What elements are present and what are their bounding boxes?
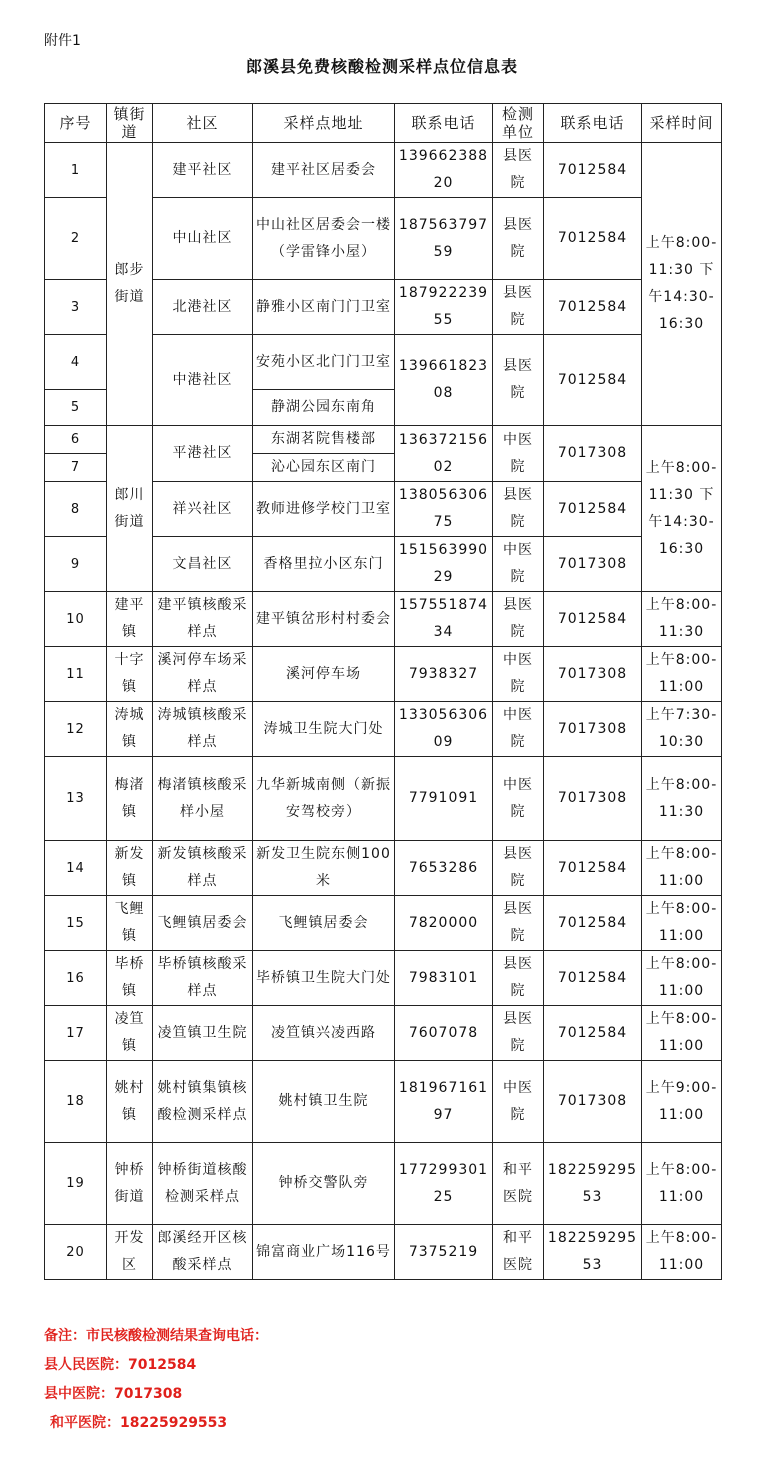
phone2-cell: 7012584 bbox=[544, 198, 642, 280]
seq-cell: 1 bbox=[45, 143, 107, 198]
table-row bbox=[45, 896, 722, 951]
phone-cell: 7375219 bbox=[395, 1225, 493, 1280]
time-cell: 上午8:00-11:00 bbox=[642, 1225, 722, 1280]
table-row bbox=[45, 1143, 722, 1225]
phone-cell: 17729930125 bbox=[395, 1143, 493, 1225]
phone2-cell: 7012584 bbox=[544, 896, 642, 951]
phone2-cell: 7012584 bbox=[544, 1006, 642, 1061]
address-cell: 凌笪镇兴凌西路 bbox=[253, 1006, 395, 1061]
seq-cell: 6 bbox=[45, 426, 107, 454]
town-cell: 建平镇 bbox=[107, 592, 153, 647]
note-tcm-hospital: 县中医院：7017308 bbox=[44, 1386, 183, 1402]
address-cell: 锦富商业广场116号 bbox=[253, 1225, 395, 1280]
seq-cell: 16 bbox=[45, 951, 107, 1006]
time-cell: 上午8:00-11:30 下午14:30-16:30 bbox=[642, 143, 722, 426]
table-row bbox=[45, 143, 722, 198]
time-cell: 上午8:00-11:00 bbox=[642, 896, 722, 951]
seq-cell: 15 bbox=[45, 896, 107, 951]
time-cell: 上午9:00-11:00 bbox=[642, 1061, 722, 1143]
time-cell: 上午7:30-10:30 bbox=[642, 702, 722, 757]
phone-cell: 18792223955 bbox=[395, 280, 493, 335]
header-unit: 检测单位 bbox=[493, 104, 544, 143]
address-cell: 静雅小区南门门卫室 bbox=[253, 280, 395, 335]
phone-cell: 13966182308 bbox=[395, 335, 493, 426]
unit-cell: 县医院 bbox=[493, 841, 544, 896]
phone2-cell: 7017308 bbox=[544, 537, 642, 592]
time-cell: 上午8:00-11:30 bbox=[642, 592, 722, 647]
table-row bbox=[45, 592, 722, 647]
unit-cell: 中医院 bbox=[493, 647, 544, 702]
unit-cell: 中医院 bbox=[493, 757, 544, 841]
phone2-cell: 7017308 bbox=[544, 757, 642, 841]
time-cell: 上午8:00-11:00 bbox=[642, 1006, 722, 1061]
phone2-cell: 7012584 bbox=[544, 482, 642, 537]
address-cell: 毕桥镇卫生院大门处 bbox=[253, 951, 395, 1006]
seq-cell: 13 bbox=[45, 757, 107, 841]
table-row bbox=[45, 1061, 722, 1143]
community-cell: 姚村镇集镇核酸检测采样点 bbox=[153, 1061, 253, 1143]
phone2-cell: 18225929553 bbox=[544, 1143, 642, 1225]
header-address: 采样点地址 bbox=[253, 104, 395, 143]
table-row bbox=[45, 1006, 722, 1061]
phone-cell: 7653286 bbox=[395, 841, 493, 896]
unit-cell: 县医院 bbox=[493, 280, 544, 335]
header-phone2: 联系电话 bbox=[544, 104, 642, 143]
phone-cell: 13966238820 bbox=[395, 143, 493, 198]
phone2-cell: 7017308 bbox=[544, 426, 642, 482]
phone-cell: 18196716197 bbox=[395, 1061, 493, 1143]
town-cell: 十字镇 bbox=[107, 647, 153, 702]
table-header-row bbox=[45, 104, 722, 143]
seq-cell: 2 bbox=[45, 198, 107, 280]
seq-cell: 9 bbox=[45, 537, 107, 592]
seq-cell: 7 bbox=[45, 454, 107, 482]
phone-cell: 7820000 bbox=[395, 896, 493, 951]
phone-cell: 7938327 bbox=[395, 647, 493, 702]
table-row bbox=[45, 757, 722, 841]
unit-cell: 县医院 bbox=[493, 335, 544, 426]
community-cell: 建平社区 bbox=[153, 143, 253, 198]
community-cell: 文昌社区 bbox=[153, 537, 253, 592]
time-cell: 上午8:00-11:00 bbox=[642, 647, 722, 702]
time-cell: 上午8:00-11:00 bbox=[642, 841, 722, 896]
address-cell: 钟桥交警队旁 bbox=[253, 1143, 395, 1225]
header-time: 采样时间 bbox=[642, 104, 722, 143]
phone2-cell: 7012584 bbox=[544, 143, 642, 198]
unit-cell: 中医院 bbox=[493, 537, 544, 592]
phone-cell: 18756379759 bbox=[395, 198, 493, 280]
phone-cell: 13637215602 bbox=[395, 426, 493, 482]
table-row bbox=[45, 1225, 722, 1280]
seq-cell: 12 bbox=[45, 702, 107, 757]
sampling-sites-table bbox=[44, 103, 722, 1280]
header-phone: 联系电话 bbox=[395, 104, 493, 143]
town-cell: 涛城镇 bbox=[107, 702, 153, 757]
phone2-cell: 7012584 bbox=[544, 951, 642, 1006]
address-cell: 飞鲤镇居委会 bbox=[253, 896, 395, 951]
address-cell: 涛城卫生院大门处 bbox=[253, 702, 395, 757]
seq-cell: 11 bbox=[45, 647, 107, 702]
address-cell: 建平社区居委会 bbox=[253, 143, 395, 198]
notes-block bbox=[44, 1322, 268, 1438]
seq-cell: 17 bbox=[45, 1006, 107, 1061]
unit-cell: 县医院 bbox=[493, 143, 544, 198]
community-cell: 梅渚镇核酸采样小屋 bbox=[153, 757, 253, 841]
phone2-cell: 7012584 bbox=[544, 592, 642, 647]
address-cell: 九华新城南侧（新振安驾校旁） bbox=[253, 757, 395, 841]
address-cell: 东湖茗院售楼部 bbox=[253, 426, 395, 454]
community-cell: 飞鲤镇居委会 bbox=[153, 896, 253, 951]
annex-label: 附件1 bbox=[44, 33, 81, 49]
unit-cell: 县医院 bbox=[493, 1006, 544, 1061]
address-cell: 中山社区居委会一楼（学雷锋小屋） bbox=[253, 198, 395, 280]
community-cell: 郎溪经开区核酸采样点 bbox=[153, 1225, 253, 1280]
town-cell: 梅渚镇 bbox=[107, 757, 153, 841]
community-cell: 中山社区 bbox=[153, 198, 253, 280]
unit-cell: 县医院 bbox=[493, 482, 544, 537]
community-cell: 平港社区 bbox=[153, 426, 253, 482]
phone-cell: 7791091 bbox=[395, 757, 493, 841]
unit-cell: 和平医院 bbox=[493, 1143, 544, 1225]
address-cell: 沁心园东区南门 bbox=[253, 454, 395, 482]
community-cell: 建平镇核酸采样点 bbox=[153, 592, 253, 647]
town-cell: 凌笪镇 bbox=[107, 1006, 153, 1061]
page-title: 郎溪县免费核酸检测采样点位信息表 bbox=[245, 57, 518, 76]
unit-cell: 县医院 bbox=[493, 896, 544, 951]
phone-cell: 7607078 bbox=[395, 1006, 493, 1061]
phone-cell: 13805630675 bbox=[395, 482, 493, 537]
time-cell: 上午8:00-11:00 bbox=[642, 1143, 722, 1225]
phone2-cell: 7012584 bbox=[544, 280, 642, 335]
phone-cell: 13305630609 bbox=[395, 702, 493, 757]
seq-cell: 3 bbox=[45, 280, 107, 335]
address-cell: 姚村镇卫生院 bbox=[253, 1061, 395, 1143]
address-cell: 香格里拉小区东门 bbox=[253, 537, 395, 592]
address-cell: 溪河停车场 bbox=[253, 647, 395, 702]
time-cell: 上午8:00-11:30 下午14:30-16:30 bbox=[642, 426, 722, 592]
time-cell: 上午8:00-11:00 bbox=[642, 951, 722, 1006]
town-cell: 飞鲤镇 bbox=[107, 896, 153, 951]
note-heping-hospital: 和平医院：18225929553 bbox=[50, 1415, 228, 1431]
town-cell: 新发镇 bbox=[107, 841, 153, 896]
unit-cell: 县医院 bbox=[493, 951, 544, 1006]
phone2-cell: 7017308 bbox=[544, 647, 642, 702]
phone-cell: 15156399029 bbox=[395, 537, 493, 592]
address-cell: 新发卫生院东侧100米 bbox=[253, 841, 395, 896]
town-cell: 郎川街道 bbox=[107, 426, 153, 592]
note-county-hospital: 县人民医院：7012584 bbox=[44, 1357, 197, 1373]
phone2-cell: 18225929553 bbox=[544, 1225, 642, 1280]
seq-cell: 10 bbox=[45, 592, 107, 647]
community-cell: 涛城镇核酸采样点 bbox=[153, 702, 253, 757]
seq-cell: 19 bbox=[45, 1143, 107, 1225]
phone-cell: 15755187434 bbox=[395, 592, 493, 647]
seq-cell: 14 bbox=[45, 841, 107, 896]
notes-heading: 备注：市民核酸检测结果查询电话： bbox=[44, 1328, 268, 1344]
seq-cell: 5 bbox=[45, 390, 107, 426]
header-community: 社区 bbox=[153, 104, 253, 143]
unit-cell: 中医院 bbox=[493, 1061, 544, 1143]
town-cell: 姚村镇 bbox=[107, 1061, 153, 1143]
town-cell: 钟桥街道 bbox=[107, 1143, 153, 1225]
seq-cell: 20 bbox=[45, 1225, 107, 1280]
phone2-cell: 7012584 bbox=[544, 841, 642, 896]
seq-cell: 4 bbox=[45, 335, 107, 390]
time-cell: 上午8:00-11:30 bbox=[642, 757, 722, 841]
community-cell: 毕桥镇核酸采样点 bbox=[153, 951, 253, 1006]
phone-cell: 7983101 bbox=[395, 951, 493, 1006]
community-cell: 凌笪镇卫生院 bbox=[153, 1006, 253, 1061]
table-row bbox=[45, 647, 722, 702]
address-cell: 静湖公园东南角 bbox=[253, 390, 395, 426]
unit-cell: 中医院 bbox=[493, 702, 544, 757]
seq-cell: 8 bbox=[45, 482, 107, 537]
seq-cell: 18 bbox=[45, 1061, 107, 1143]
community-cell: 北港社区 bbox=[153, 280, 253, 335]
unit-cell: 县医院 bbox=[493, 198, 544, 280]
community-cell: 祥兴社区 bbox=[153, 482, 253, 537]
phone2-cell: 7017308 bbox=[544, 1061, 642, 1143]
town-cell: 郎步街道 bbox=[107, 143, 153, 426]
table-row bbox=[45, 841, 722, 896]
address-cell: 建平镇岔形村村委会 bbox=[253, 592, 395, 647]
table-row bbox=[45, 426, 722, 454]
phone2-cell: 7017308 bbox=[544, 702, 642, 757]
header-seq: 序号 bbox=[45, 104, 107, 143]
town-cell: 毕桥镇 bbox=[107, 951, 153, 1006]
community-cell: 中港社区 bbox=[153, 335, 253, 426]
unit-cell: 中医院 bbox=[493, 426, 544, 482]
table-row bbox=[45, 951, 722, 1006]
unit-cell: 和平医院 bbox=[493, 1225, 544, 1280]
unit-cell: 县医院 bbox=[493, 592, 544, 647]
phone2-cell: 7012584 bbox=[544, 335, 642, 426]
community-cell: 钟桥街道核酸检测采样点 bbox=[153, 1143, 253, 1225]
table-row bbox=[45, 702, 722, 757]
header-town: 镇街道 bbox=[107, 104, 153, 143]
town-cell: 开发区 bbox=[107, 1225, 153, 1280]
address-cell: 安苑小区北门门卫室 bbox=[253, 335, 395, 390]
address-cell: 教师进修学校门卫室 bbox=[253, 482, 395, 537]
community-cell: 溪河停车场采样点 bbox=[153, 647, 253, 702]
community-cell: 新发镇核酸采样点 bbox=[153, 841, 253, 896]
